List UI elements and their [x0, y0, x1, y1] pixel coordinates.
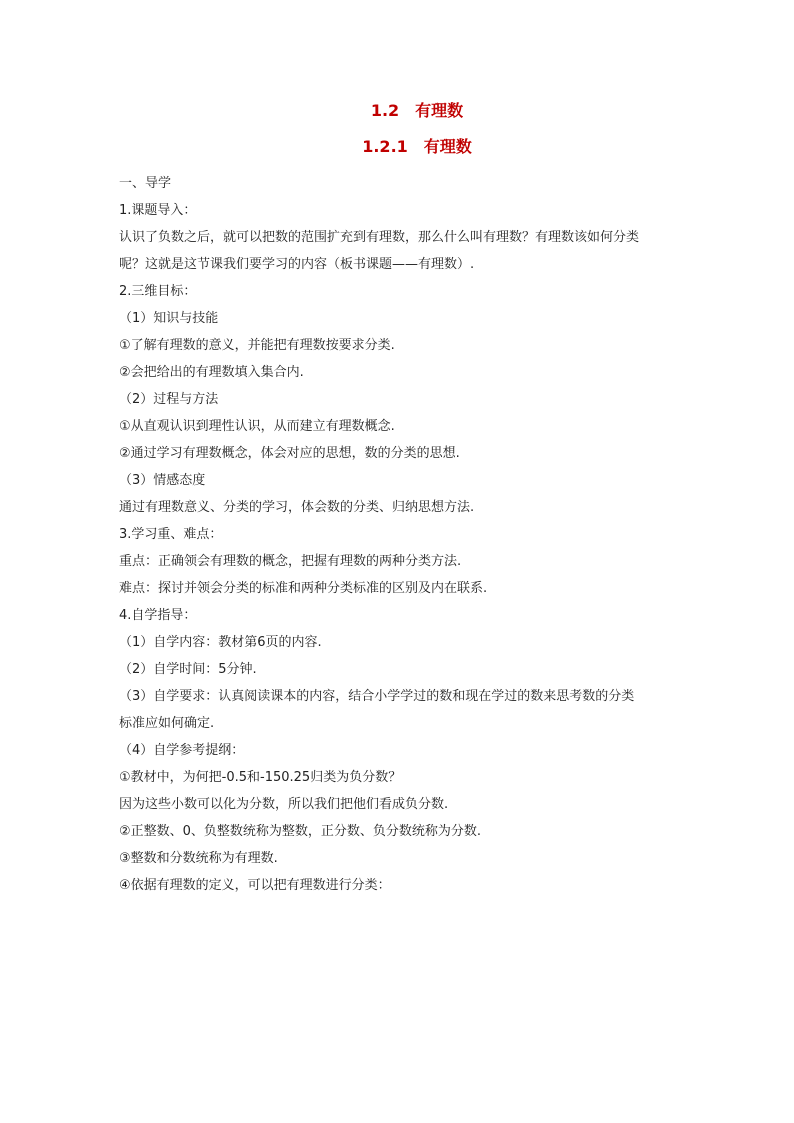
paragraph-line: 呢？这就是这节课我们要学习的内容（板书课题——有理数）.	[119, 257, 475, 272]
paragraph-line: 认识了负数之后，就可以把数的范围扩充到有理数，那么什么叫有理数？有理数该如何分类	[119, 230, 640, 245]
paragraph-line: （4）自学参考提纲：	[119, 743, 245, 758]
item-lesson-intro: 1.课题导入：	[119, 203, 197, 218]
paragraph-line: ②通过学习有理数概念，体会对应的思想，数的分类的思想.	[119, 446, 460, 461]
paragraph-line: 标准应如何确定.	[119, 716, 215, 731]
paragraph-line: ①教材中，为何把-0.5和-150.25归类为负分数？	[119, 770, 402, 785]
paragraph-line: （2）自学时间：5分钟.	[119, 662, 257, 677]
paragraph-line: 因为这些小数可以化为分数，所以我们把他们看成负分数.	[119, 797, 449, 812]
paragraph-line: ③整数和分数统称为有理数.	[119, 851, 278, 866]
item-self-study-guide: 4.自学指导：	[119, 608, 197, 623]
subitem-process-method: （2）过程与方法	[119, 392, 219, 407]
paragraph-line: （3）自学要求：认真阅读课本的内容，结合小学学过的数和现在学过的数来思考数的分类	[119, 689, 635, 704]
item-key-points: 3.学习重、难点：	[119, 527, 223, 542]
paragraph-line: ④依据有理数的定义，可以把有理数进行分类：	[119, 878, 391, 893]
document-body	[119, 170, 679, 899]
item-three-goals: 2.三维目标：	[119, 284, 197, 299]
section-title: 1.2 有理数	[370, 101, 464, 120]
paragraph-line: ①从直观认识到理性认识，从而建立有理数概念.	[119, 419, 395, 434]
subsection-title: 1.2.1 有理数	[362, 137, 472, 156]
paragraph-line: ①了解有理数的意义，并能把有理数按要求分类.	[119, 338, 395, 353]
paragraph-line: （1）自学内容：教材第6页的内容.	[119, 635, 322, 650]
subitem-attitude: （3）情感态度	[119, 473, 206, 488]
paragraph-line: 通过有理数意义、分类的学习，体会数的分类、归纳思想方法.	[119, 500, 475, 515]
paragraph-line: ②会把给出的有理数填入集合内.	[119, 365, 304, 380]
paragraph-line: ②正整数、0、负整数统称为整数，正分数、负分数统称为分数.	[119, 824, 482, 839]
heading-guide: 一、导学	[119, 176, 172, 191]
paragraph-line: 重点：正确领会有理数的概念，把握有理数的两种分类方法.	[119, 554, 462, 569]
paragraph-line: 难点：探讨并领会分类的标准和两种分类标准的区别及内在联系.	[119, 581, 488, 596]
subitem-knowledge-skills: （1）知识与技能	[119, 311, 219, 326]
